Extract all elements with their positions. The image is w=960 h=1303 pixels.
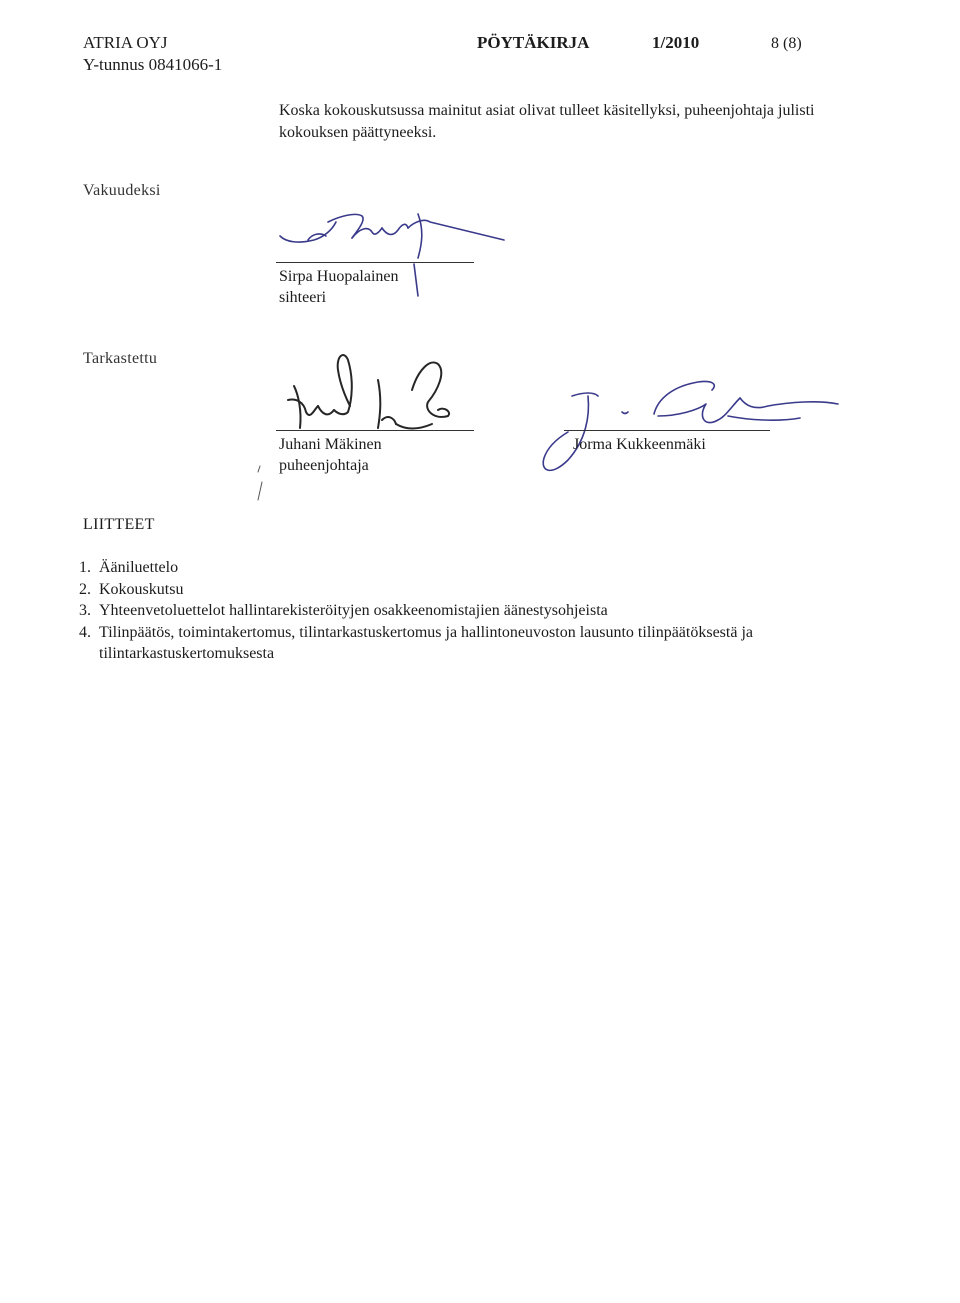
signature-line-jorma bbox=[564, 430, 770, 431]
signature-line-sirpa bbox=[276, 262, 474, 263]
list-item-text: Ääniluettelo bbox=[99, 559, 179, 576]
list-item bbox=[79, 579, 879, 601]
list-item-text: Yhteenvetoluettelot hallintarekisteröityjen osakkeenomistajien äänestysohjeista bbox=[99, 602, 608, 619]
stray-pen-marks bbox=[250, 462, 270, 512]
company-name: ATRIA OYJ bbox=[83, 33, 168, 52]
list-item-text: Tilinpäätös, toimintakertomus, tilintarkastuskertomus ja hallintoneuvoston lausunto tilinpäätöksestä ja tilintarkastuskertomuksesta bbox=[99, 623, 753, 662]
attachments-list bbox=[79, 557, 879, 665]
document-type: PÖYTÄKIRJA bbox=[477, 33, 590, 52]
list-item bbox=[79, 557, 879, 579]
signature-line-juhani bbox=[276, 430, 474, 431]
document-number: 1/2010 bbox=[652, 33, 700, 52]
business-id: Y-tunnus 0841066-1 bbox=[83, 55, 223, 74]
checked-label: Tarkastettu bbox=[83, 350, 158, 367]
signature-juhani-makinen bbox=[278, 340, 478, 435]
list-item bbox=[79, 622, 879, 665]
list-item-number: 2. bbox=[79, 580, 91, 598]
list-item-text: Kokouskutsu bbox=[99, 580, 184, 598]
list-item-number: 4. bbox=[79, 623, 91, 641]
closing-paragraph: Koska kokouskutsussa mainitut asiat olivat tulleet käsitellyksi, puheenjohtaja julisti kokouksen päättyneeksi. bbox=[279, 102, 815, 141]
certified-label: Vakuudeksi bbox=[83, 182, 161, 199]
page-number: 8 (8) bbox=[771, 35, 802, 52]
list-item-number: 3. bbox=[79, 602, 91, 619]
signature-jorma-kukkeenmaki bbox=[528, 376, 848, 486]
signer-role-sirpa: sihteeri bbox=[279, 289, 327, 306]
signer-name-sirpa: Sirpa Huopalainen bbox=[279, 268, 399, 285]
signer-name-jorma: Jorma Kukkeenmäki bbox=[573, 436, 706, 453]
signer-role-juhani: puheenjohtaja bbox=[279, 457, 369, 474]
list-item-number: 1. bbox=[79, 559, 91, 576]
signer-name-juhani: Juhani Mäkinen bbox=[279, 436, 382, 453]
attachments-heading: LIITTEET bbox=[83, 516, 155, 533]
list-item bbox=[79, 600, 879, 622]
